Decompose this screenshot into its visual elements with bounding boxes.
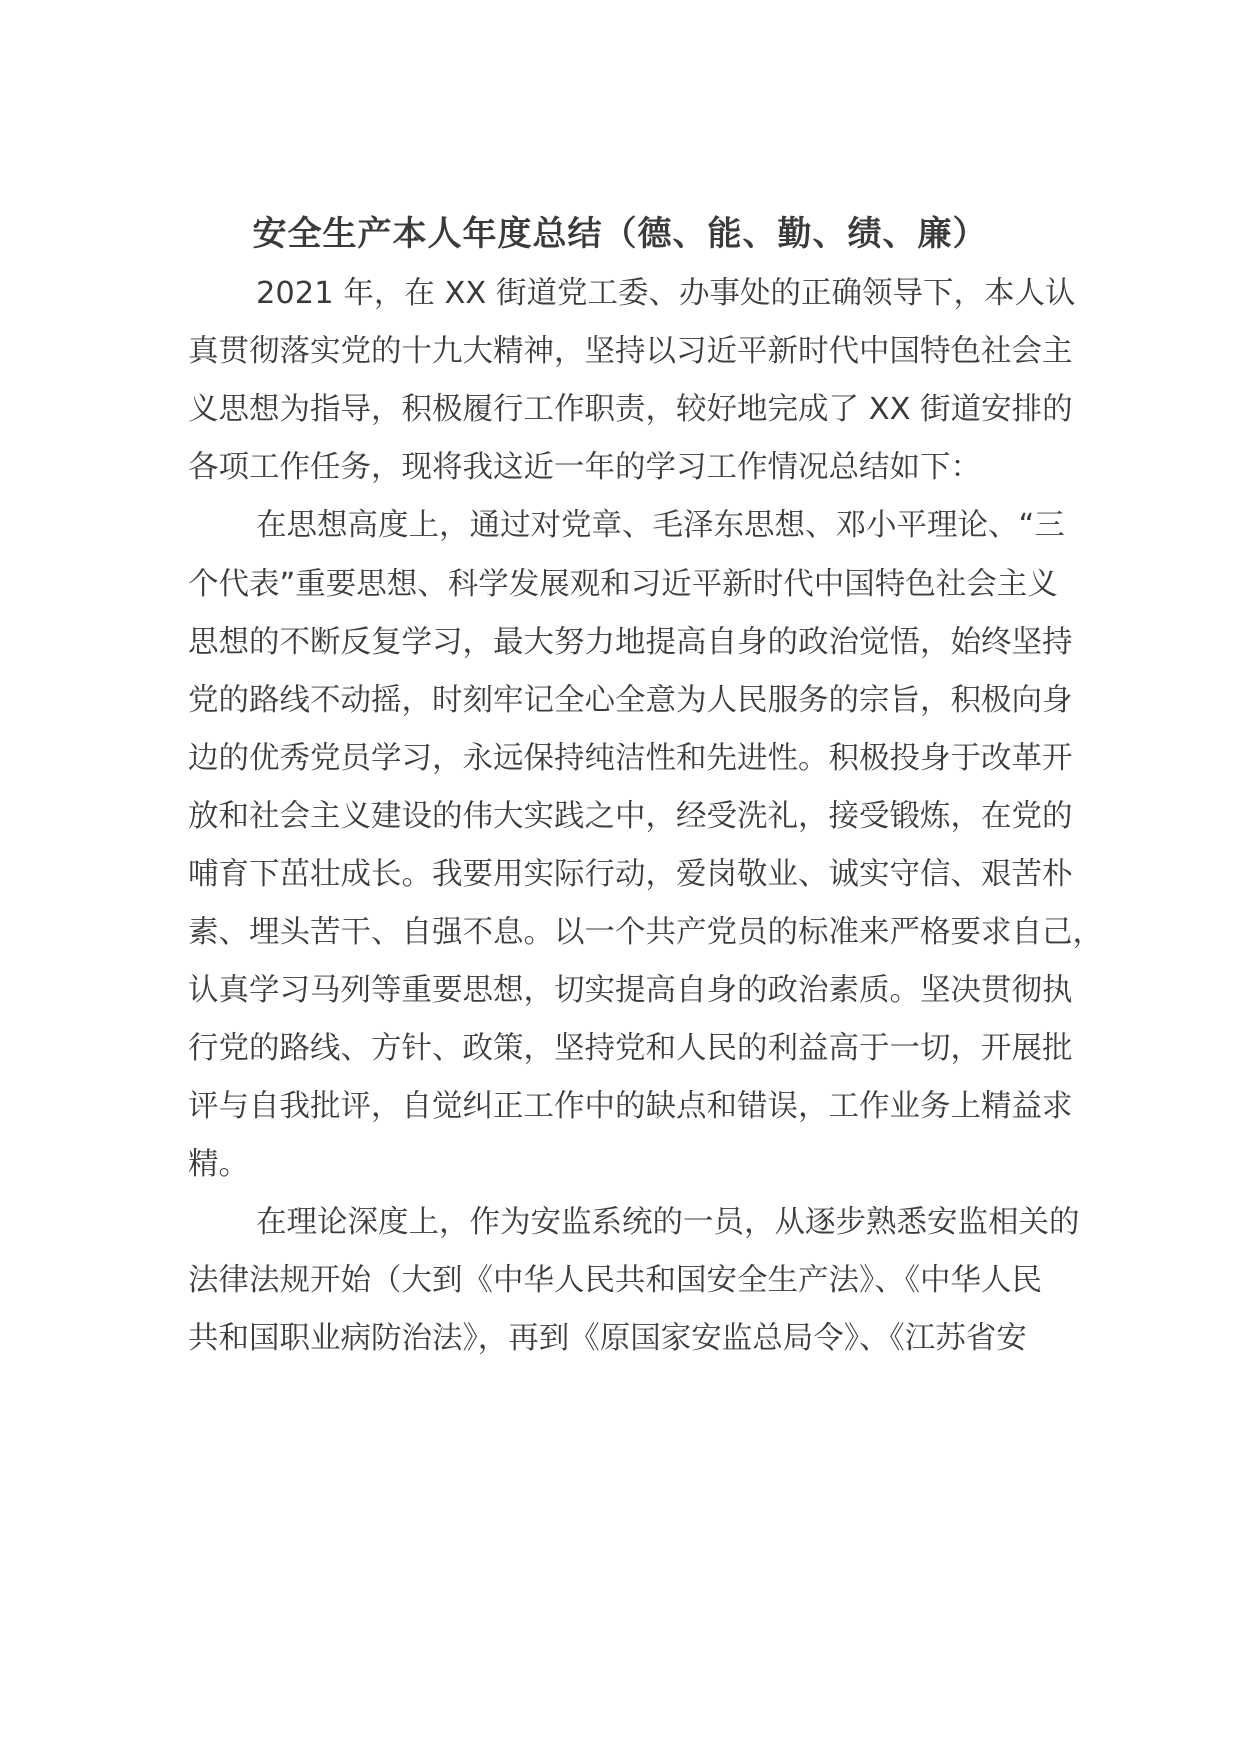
paragraph-2-line-12: 精。: [188, 1147, 249, 1182]
paragraph-2-line-5: 边的优秀党员学习，永远保持纯洁性和先进性。积极投身于改革开: [188, 741, 1073, 776]
paragraph-2-line-7: 哺育下茁壮成长。我要用实际行动，爱岗敬业、诚实守信、艰苦朴: [188, 857, 1073, 892]
paragraph-3-line-1: 在理论深度上，作为安监系统的一员，从逐步熟悉安监相关的: [256, 1205, 1080, 1240]
paragraph-2-line-10: 行党的路线、方针、政策，坚持党和人民的利益高于一切，开展批: [188, 1031, 1073, 1066]
paragraph-2-line-9: 认真学习马列等重要思想，切实提高自身的政治素质。坚决贯彻执: [188, 973, 1073, 1008]
paragraph-2-line-4: 党的路线不动摇，时刻牢记全心全意为人民服务的宗旨，积极向身: [188, 683, 1073, 718]
paragraph-2-line-2: 个代表”重要思想、科学发展观和习近平新时代中国特色社会主义: [188, 567, 1058, 602]
paragraph-2-line-1: 在思想高度上，通过对党章、毛泽东思想、邓小平理论、“三: [256, 508, 1065, 543]
paragraph-2-line-6: 放和社会主义建设的伟大实践之中，经受洗礼，接受锻炼，在党的: [188, 799, 1073, 834]
paragraph-2-line-3: 思想的不断反复学习，最大努力地提高自身的政治觉悟，始终坚持: [188, 625, 1073, 660]
paragraph-1-line-1: 2021 年，在 XX 街道党工委、办事处的正确领导下，本人认: [256, 276, 1076, 311]
paragraph-1-line-4: 各项工作任务，现将我这近一年的学习工作情况总结如下：: [188, 450, 981, 485]
paragraph-3-line-3: 共和国职业病防治法》，再到《原国家安监总局令》、《江苏省安: [188, 1321, 1027, 1356]
paragraph-3-line-2: 法律法规开始（大到《中华人民共和国安全生产法》、《中华人民: [188, 1263, 1042, 1298]
document-title: 安全生产本人年度总结（德、能、勤、绩、廉）: [252, 214, 988, 254]
paragraph-2-line-11: 评与自我批评，自觉纠正工作中的缺点和错误，工作业务上精益求: [188, 1089, 1073, 1124]
paragraph-1-line-3: 义思想为指导，积极履行工作职责，较好地完成了 XX 街道安排的: [188, 392, 1073, 427]
paragraph-2-line-8: 素、埋头苦干、自强不息。以一个共产党员的标准来严格要求自己，: [188, 915, 1103, 950]
paragraph-1-line-2: 真贯彻落实党的十九大精神，坚持以习近平新时代中国特色社会主: [188, 334, 1073, 369]
